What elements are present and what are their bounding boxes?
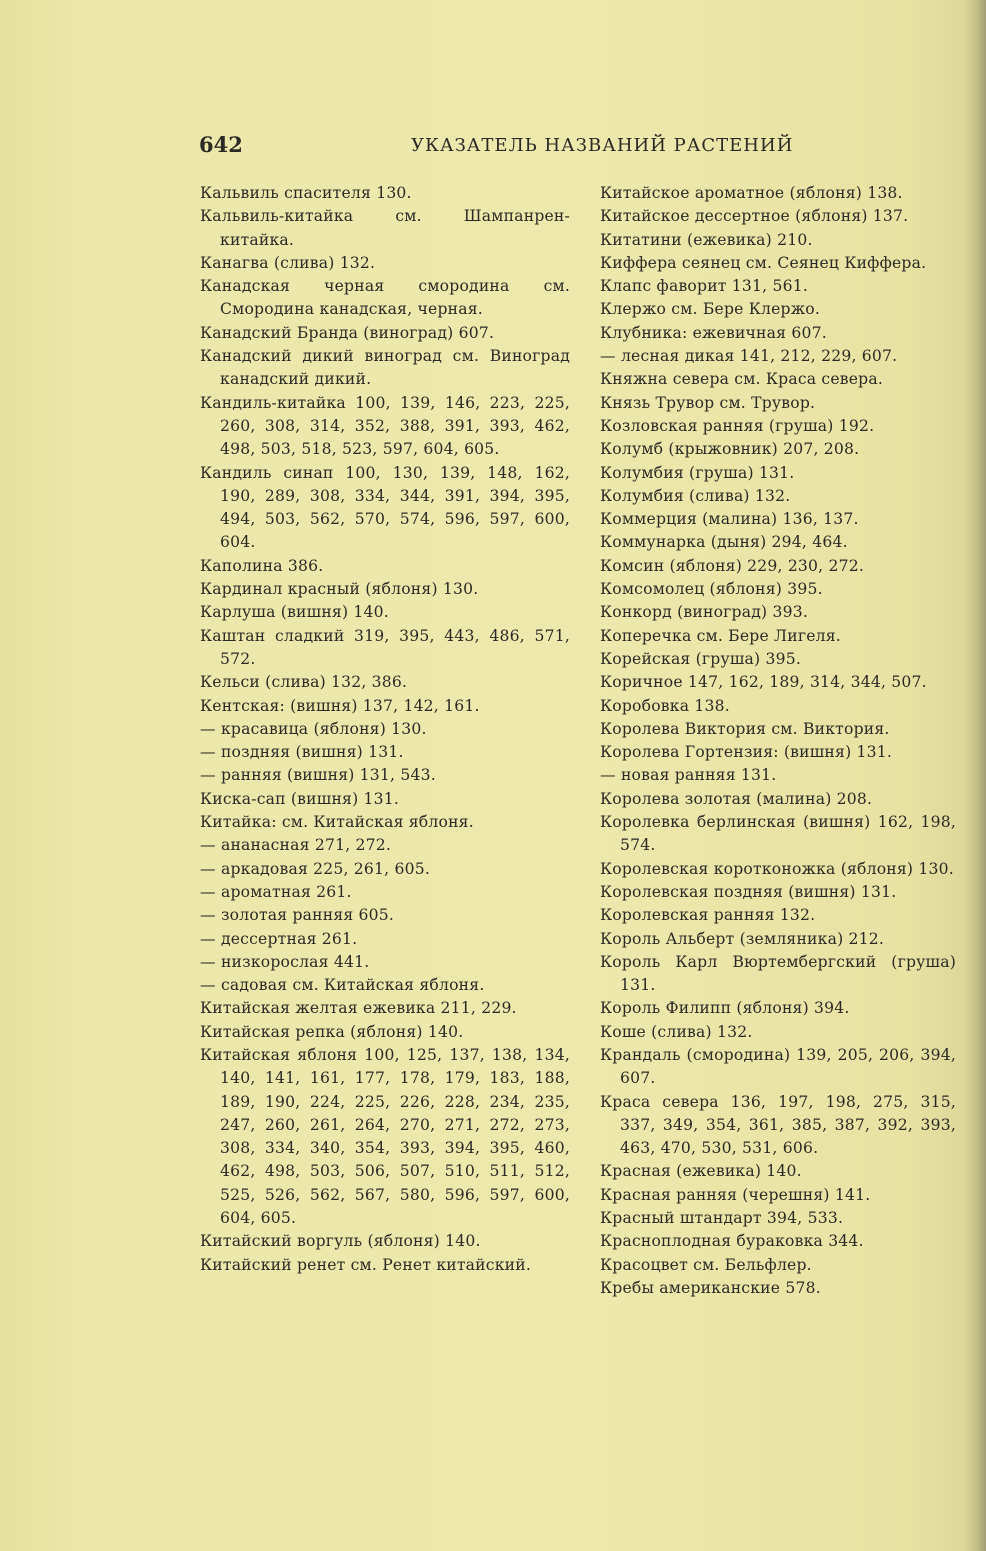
index-entry: Китайский воргуль (яблоня) 140.	[200, 1232, 481, 1251]
index-entry: Каполина 386.	[200, 556, 324, 575]
index-entry: Королевская коротконожка (яблоня) 130.	[600, 859, 954, 878]
index-entry: Китайская репка (яблоня) 140.	[200, 1022, 464, 1041]
index-entry: Кентская: (вишня) 137, 142, 161.	[200, 696, 480, 715]
index-entry: Коше (слива) 132.	[600, 1022, 753, 1041]
index-entry: Княжна севера см. Краса севера.	[600, 370, 884, 389]
index-entry: Князь Трувор см. Трувор.	[600, 393, 816, 412]
index-entry: Канагва (слива) 132.	[200, 253, 376, 272]
page-number: 642	[199, 132, 243, 157]
index-entry: Конкорд (виноград) 393.	[600, 603, 808, 622]
index-entry: Кандиль синап 100, 130, 139, 148, 162, 190, 289, 308, 334, 344, 391, 394, 395, 494, 503, 562, 570, 574, 596, 597, 600, 604.	[200, 463, 570, 552]
index-entry: — аркадовая 225, 261, 605.	[200, 859, 431, 878]
index-entry: Комсин (яблоня) 229, 230, 272.	[600, 556, 865, 575]
index-column-left	[200, 182, 570, 1277]
index-entry: Колумбия (груша) 131.	[600, 463, 795, 482]
index-entry: Комсомолец (яблоня) 395.	[600, 580, 823, 599]
index-entry: Королева Гортензия: (вишня) 131.	[600, 743, 893, 762]
index-entry: Киска-сап (вишня) 131.	[200, 789, 400, 808]
index-entry: Колумб (крыжовник) 207, 208.	[600, 440, 860, 459]
index-entry: Королева золотая (малина) 208.	[600, 789, 873, 808]
index-entry: — ананасная 271, 272.	[200, 836, 392, 855]
index-entry: Клубника: ежевичная 607.	[600, 323, 827, 342]
index-entry: — ароматная 261.	[200, 882, 352, 901]
index-entry: Коперечка см. Бере Лигеля.	[600, 626, 841, 645]
index-entry: — садовая см. Китайская яблоня.	[200, 976, 485, 995]
index-entry: Клапс фаворит 131, 561.	[600, 277, 808, 296]
index-entry: — низкорослая 441.	[200, 952, 370, 971]
index-entry: Краса севера 136, 197, 198, 275, 315, 337, 349, 354, 361, 385, 387, 392, 393, 463, 470, 530, 531, 606.	[600, 1092, 956, 1158]
index-entry: — новая ранняя 131.	[600, 766, 777, 785]
index-entry: Козловская ранняя (груша) 192.	[600, 416, 875, 435]
index-entry: Колумбия (слива) 132.	[600, 486, 791, 505]
index-entry: — красавица (яблоня) 130.	[200, 719, 427, 738]
index-entry: Карлуша (вишня) 140.	[200, 603, 389, 622]
index-entry: Крандаль (смородина) 139, 205, 206, 394, 607.	[600, 1045, 956, 1088]
index-entry: Корейская (груша) 395.	[600, 649, 801, 668]
index-entry: Король Альберт (земляника) 212.	[600, 929, 885, 948]
index-entry: Киффера сеянец см. Сеянец Киффера.	[600, 253, 927, 272]
index-entry: Канадский Бранда (виноград) 607.	[200, 323, 495, 342]
index-entry: Король Карл Вюртембергский (груша) 131.	[600, 952, 956, 995]
index-entry: Кребы американские 578.	[600, 1278, 821, 1297]
index-entry: — дессертная 261.	[200, 929, 358, 948]
index-entry: Королева Виктория см. Виктория.	[600, 719, 890, 738]
index-entry: Китайское ароматное (яблоня) 138.	[600, 184, 903, 202]
index-entry: Кельси (слива) 132, 386.	[200, 673, 408, 692]
index-entry: — золотая ранняя 605.	[200, 906, 395, 925]
index-entry: Кардинал красный (яблоня) 130.	[200, 580, 479, 599]
page-header	[199, 132, 959, 166]
index-entry: Кандиль-китайка 100, 139, 146, 223, 225, 260, 308, 314, 352, 388, 391, 393, 462, 498, 503, 518, 523, 597, 604, 605.	[200, 393, 570, 459]
index-entry: Королевка берлинская (вишня) 162, 198, 574.	[600, 813, 956, 855]
index-entry: Китайка: см. Китайская яблоня.	[200, 813, 474, 832]
index-entry: Королевская ранняя 132.	[600, 906, 816, 925]
index-entry: Канадский дикий виноград см. Виноград канадский дикий.	[200, 347, 570, 389]
index-entry: Кальвиль спасителя 130.	[200, 184, 412, 202]
index-entry: Красоцвет см. Бельфлер.	[600, 1255, 812, 1274]
running-title: УКАЗАТЕЛЬ НАЗВАНИЙ РАСТЕНИЙ	[411, 135, 794, 156]
index-entry: Красный штандарт 394, 533.	[600, 1209, 844, 1228]
index-entry: Королевская поздняя (вишня) 131.	[600, 882, 897, 901]
index-entry: Китайское дессертное (яблоня) 137.	[600, 207, 909, 226]
index-entry: Китайский ренет см. Ренет китайский.	[200, 1255, 531, 1274]
index-entry: — ранняя (вишня) 131, 543.	[200, 766, 436, 785]
page-edge-shadow	[964, 0, 986, 1551]
index-entry: Коммунарка (дыня) 294, 464.	[600, 533, 848, 552]
index-entry: — поздняя (вишня) 131.	[200, 743, 404, 762]
index-entry: Клержо см. Бере Клержо.	[600, 300, 820, 319]
index-entry: Коричное 147, 162, 189, 314, 344, 507.	[600, 673, 927, 692]
index-entry: Китатини (ежевика) 210.	[600, 230, 813, 249]
index-entry: — лесная дикая 141, 212, 229, 607.	[600, 347, 898, 366]
index-entry: Каштан сладкий 319, 395, 443, 486, 571, 572.	[200, 626, 570, 668]
index-entry: Коммерция (малина) 136, 137.	[600, 510, 859, 529]
index-entry: Канадская черная смородина см. Смородина канадская, черная.	[200, 277, 570, 319]
index-entry: Коробовка 138.	[600, 696, 730, 715]
index-column-right	[600, 182, 956, 1300]
index-entry: Кальвиль-китайка см. Шампанрен-китайка.	[200, 207, 570, 249]
index-entry: Красноплодная бураковка 344.	[600, 1232, 864, 1251]
index-entry: Красная (ежевика) 140.	[600, 1162, 802, 1181]
index-entry: Китайская желтая ежевика 211, 229.	[200, 999, 517, 1018]
index-entry: Китайская яблоня 100, 125, 137, 138, 134, 140, 141, 161, 177, 178, 179, 183, 188, 189, 190, 224, 225, 226, 228, 234, 235, 247, 260, 261, 264, 270, 271, 272, 273, 308, 334, 340, 354, 393, 394, 395, 460, 462, 498, 503, 506, 507, 510, 511, 512, 525, 526, 562, 567, 580, 596, 597, 600, 604, 605.	[200, 1045, 570, 1228]
index-entry: Король Филипп (яблоня) 394.	[600, 999, 850, 1018]
index-entry: Красная ранняя (черешня) 141.	[600, 1185, 871, 1204]
